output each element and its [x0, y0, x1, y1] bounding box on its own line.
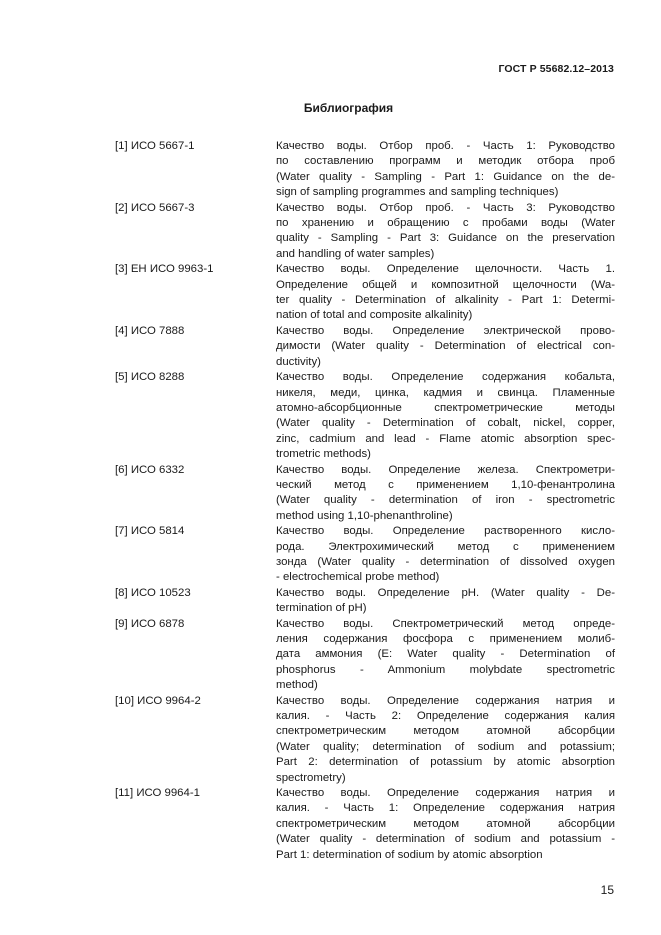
entry-line: (Water quality - Determination of cobalt, nickel, copper, — [276, 417, 615, 430]
entry-line: (Water quality - determination of sodium and potassium - — [276, 833, 615, 846]
bibliography-entry — [115, 463, 615, 525]
bibliography-entry — [115, 786, 615, 863]
entry-code: [8] ИСО 10523 — [115, 586, 191, 599]
entry-line: quality - Sampling - Part 3: Guidance on the preservation — [276, 232, 615, 245]
entry-line: nation of total and composite alkalinity) — [276, 309, 473, 322]
bibliography-title: Библиография — [303, 101, 394, 115]
entry-code: [3] ЕН ИСО 9963-1 — [115, 263, 214, 276]
entry-line: method using 1,10-phenanthroline) — [276, 509, 453, 522]
entry-line: Качество воды. Определение содержания натрия и — [276, 694, 615, 707]
entry-line: Part 2: determination of potassium by atomic absorption — [276, 756, 615, 769]
entry-line: Part 1: determination of sodium by atomic absorption — [276, 848, 543, 861]
entry-line: ductivity) — [276, 355, 321, 368]
entry-line: Качество воды. Отбор проб. - Часть 1: Руководство — [276, 140, 615, 152]
entry-code: [2] ИСО 5667-3 — [115, 201, 195, 214]
entry-line: trometric methods) — [276, 448, 371, 461]
bibliography-list — [115, 139, 615, 863]
entry-line: Качество воды. Определение содержания кобальта, — [276, 371, 615, 384]
entry-line: Качество воды. Определение pH. (Water quality - De- — [276, 586, 615, 599]
entry-line: зонда (Water quality - determination of dissolved oxygen — [276, 555, 615, 568]
bibliography-entry — [115, 617, 615, 694]
entry-line: ления содержания фосфора с применением молиб- — [276, 633, 615, 645]
entry-line: and handling of water samples) — [276, 247, 435, 260]
entry-description — [276, 324, 615, 370]
entry-line: (Water quality - determination of iron - spectrometric — [276, 494, 615, 507]
entry-line: Качество воды. Определение железа. Спектрометри- — [276, 463, 615, 476]
entry-line: спектрометрическим методом атомной абсорбции — [276, 725, 615, 738]
entry-line: спектрометрическим методом атомной абсорбции — [276, 817, 615, 830]
bibliography-entry — [115, 262, 615, 324]
entry-line: Определение общей и композитной щелочности (Wa- — [276, 278, 615, 291]
bibliography-entry — [115, 139, 615, 201]
entry-line: termination of pH) — [276, 602, 367, 615]
entry-description — [276, 139, 615, 201]
entry-description — [276, 617, 615, 694]
entry-line: по хранению и обращению с пробами воды (Water — [276, 217, 615, 230]
page-number: 15 — [600, 883, 614, 897]
entry-line: по составлению программ и методик отбора проб — [276, 155, 615, 168]
bibliography-entry — [115, 370, 615, 462]
entry-line: никеля, меди, цинка, кадмия и свинца. Пламенные — [276, 386, 615, 399]
entry-line: Качество воды. Спектрометрический метод опреде- — [276, 617, 615, 630]
entry-description — [276, 786, 615, 863]
bibliography-entry — [115, 586, 615, 617]
entry-description — [276, 586, 615, 617]
entry-code: [10] ИСО 9964-2 — [115, 694, 201, 707]
entry-line: калия. - Часть 1: Определение содержания натрия — [276, 802, 615, 815]
entry-line: атомно-абсорбционные спектрометрические методы — [276, 401, 615, 414]
entry-line: phosphorus - Ammonium molybdate spectrometric — [276, 663, 615, 676]
entry-code: [5] ИСО 8288 — [115, 371, 185, 384]
entry-code: [4] ИСО 7888 — [115, 324, 185, 337]
entry-code: [9] ИСО 6878 — [115, 617, 185, 630]
entry-description — [276, 463, 615, 525]
entry-description — [276, 201, 615, 263]
entry-description — [276, 524, 615, 586]
entry-line: Качество воды. Определение содержания натрия и — [276, 787, 615, 800]
bibliography-entry — [115, 201, 615, 263]
entry-line: рода. Электрохимический метод с применением — [276, 540, 615, 553]
entry-line: калия. - Часть 2: Определение содержания калия — [276, 710, 615, 723]
bibliography-entry — [115, 324, 615, 370]
entry-code: [7] ИСО 5814 — [115, 525, 185, 538]
entry-line: spectrometry) — [276, 771, 346, 784]
entry-line: димости (Water quality - Determination of electrical con- — [276, 340, 615, 353]
entry-line: Качество воды. Отбор проб. - Часть 3: Руководство — [276, 201, 615, 214]
entry-line: ter quality - Determination of alkalinity - Part 1: Determi- — [276, 294, 615, 307]
entry-line: (Water quality - Sampling - Part 1: Guidance on the de- — [276, 170, 615, 183]
entry-code: [6] ИСО 6332 — [115, 463, 185, 476]
entry-description — [276, 370, 615, 462]
entry-line: zinc, cadmium and lead - Flame atomic absorption spec- — [276, 432, 615, 445]
entry-description — [276, 262, 615, 324]
entry-line: Качество воды. Определение электрической прово- — [276, 324, 615, 337]
entry-line: дата аммония (E: Water quality - Determination of — [276, 648, 615, 661]
entry-line: ческий метод с применением 1,10-фенантролина — [276, 478, 615, 491]
entry-line: Качество воды. Определение щелочности. Часть 1. — [276, 263, 615, 276]
standard-code-header: ГОСТ Р 55682.12–2013 — [498, 63, 614, 75]
bibliography-entry — [115, 694, 615, 786]
entry-code: [1] ИСО 5667-1 — [115, 140, 195, 152]
entry-line: sign of sampling programmes and sampling techniques) — [276, 186, 559, 199]
bibliography-entry — [115, 524, 615, 586]
entry-code: [11] ИСО 9964-1 — [115, 787, 200, 800]
entry-line: Качество воды. Определение растворенного кисло- — [276, 525, 615, 538]
entry-line: (Water quality; determination of sodium and potassium; — [276, 740, 615, 753]
entry-line: - electrochemical probe method) — [276, 571, 440, 584]
entry-description — [276, 694, 615, 786]
entry-line: method) — [276, 679, 318, 692]
